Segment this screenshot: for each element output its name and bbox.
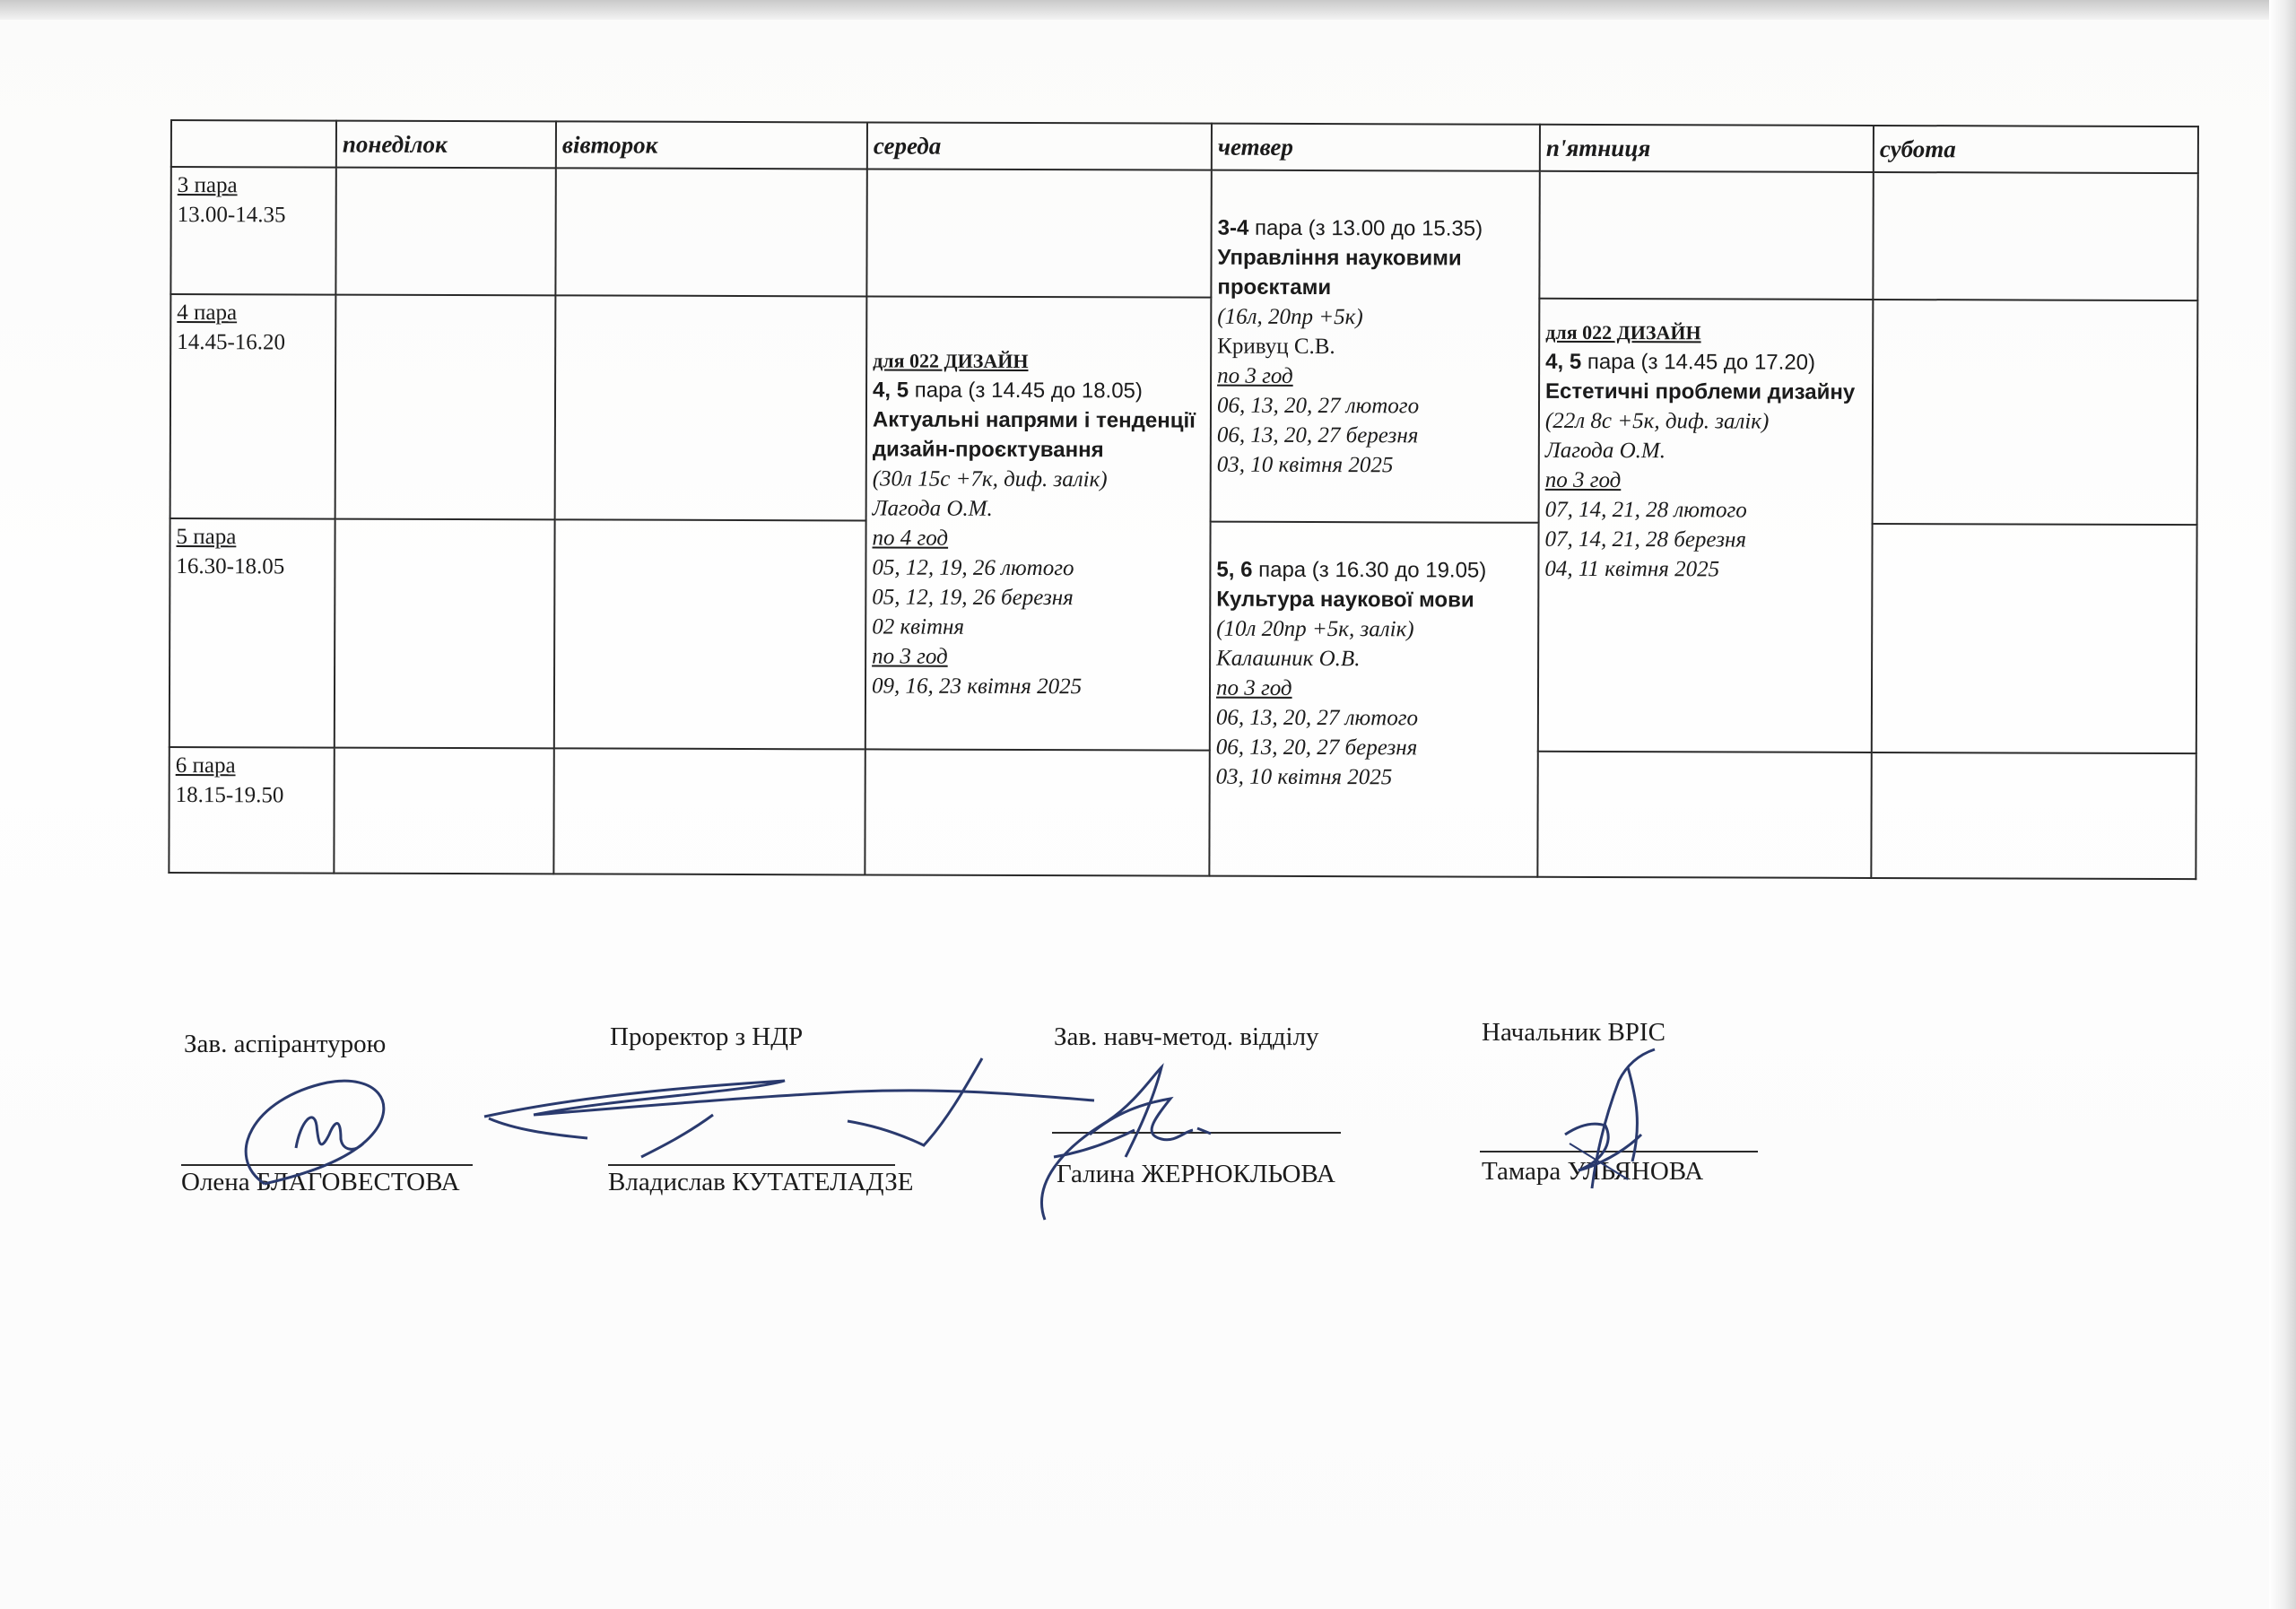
lesson-teacher: Лагода О.М.: [872, 495, 993, 521]
lesson-dates: 05, 12, 19, 26 лютого: [872, 554, 1074, 580]
slot-name: 4 пара: [177, 300, 238, 326]
lesson-dates: 03, 10 квітня 2025: [1216, 452, 1394, 477]
day-header-friday: п'ятниця: [1540, 125, 1874, 172]
day-header-thursday: четвер: [1212, 124, 1540, 171]
lesson-dates: 06, 13, 20, 27 березня: [1215, 735, 1418, 761]
signature-mark: [229, 1072, 408, 1197]
lesson-dates: 05, 12, 19, 26 березня: [872, 584, 1074, 610]
pair-number: 4, 5: [873, 377, 909, 403]
slot-time: 18.15-19.50: [175, 783, 284, 808]
lesson-dates: 06, 13, 20, 27 лютого: [1216, 393, 1420, 418]
signature-mark: [1027, 1049, 1260, 1229]
lesson-title: Актуальні напрями і тенденції дизайн-проєктування: [872, 406, 1196, 462]
lesson-group: для 022 ДИЗАЙН: [1545, 320, 1701, 344]
lesson-mode: по 4 год: [872, 525, 949, 551]
lesson-dates: 07, 14, 21, 28 березня: [1544, 526, 1747, 552]
lesson-group: для 022 ДИЗАЙН: [873, 348, 1029, 372]
day-header-tuesday: вівторок: [556, 121, 867, 169]
pair-number: 4, 5: [1545, 349, 1582, 374]
signature-mark: [1543, 1045, 1677, 1197]
day-header-monday: понеділок: [336, 121, 556, 169]
lesson-title: Естетичні проблеми дизайну: [1545, 378, 1856, 404]
signature-name: Олена БЛАГОВЕСТОВА: [181, 1168, 460, 1196]
lesson-hours: (10л 20пр +5к, залік): [1216, 616, 1414, 642]
signature-title: Проректор з НДР: [610, 1022, 804, 1051]
lesson-mode: по 3 год: [1544, 467, 1622, 493]
lesson-title: Управління науковими проєктами: [1217, 245, 1462, 300]
lesson-mode: по 3 год: [872, 643, 948, 669]
slot-time: 13.00-14.35: [177, 203, 286, 228]
lesson-dates: 04, 11 квітня 2025: [1544, 556, 1720, 582]
lesson-dates: 09, 16, 23 квітня 2025: [871, 673, 1083, 699]
slot-time: 14.45-16.20: [177, 330, 286, 355]
lesson-teacher: Лагода О.М.: [1544, 438, 1666, 464]
day-header-wednesday: середа: [867, 122, 1212, 170]
signature-title: Зав. навч-метод. відділу: [1054, 1022, 1319, 1051]
lesson-mode: по 3 год: [1217, 363, 1293, 388]
lesson-teacher: Кривуц С.В.: [1217, 334, 1335, 359]
lesson-dates: 02 квітня: [872, 613, 965, 639]
lesson-dates: 06, 13, 20, 27 лютого: [1215, 705, 1419, 731]
signature-name: Галина ЖЕРНОКЛЬОВА: [1057, 1160, 1335, 1188]
lesson-dates: 06, 13, 20, 27 березня: [1216, 422, 1419, 448]
lesson-dates: 03, 10 квітня 2025: [1215, 764, 1393, 790]
signature-title: Начальник ВРІС: [1482, 1018, 1665, 1047]
lesson-dates: 07, 14, 21, 28 лютого: [1544, 497, 1747, 523]
signature-mark: [480, 1045, 1099, 1170]
lesson-hours: (22л 8с +5к, диф. залік): [1544, 408, 1770, 434]
lesson-teacher: Калашник О.В.: [1216, 646, 1361, 672]
lesson-mode: по 3 год: [1215, 675, 1292, 700]
slot-name: 5 пара: [176, 525, 237, 550]
lesson-hours: (16л, 20пр +5к): [1217, 304, 1363, 329]
signature-name: Владислав КУТАТЕЛАДЗЕ: [608, 1168, 914, 1196]
pair-number: 5, 6: [1216, 557, 1253, 582]
pair-time: пара (з 13.00 до 15.35): [1248, 215, 1483, 241]
lesson-title: Культура наукової мови: [1216, 587, 1474, 613]
lesson-hours: (30л 15с +7к, диф. залік): [872, 465, 1108, 491]
signature-name: Тамара УЛЬЯНОВА: [1482, 1157, 1704, 1186]
pair-number: 3-4: [1217, 215, 1249, 240]
pair-time: пара (з 16.30 до 19.05): [1252, 557, 1487, 583]
slot-name: 6 пара: [175, 753, 236, 778]
day-header-saturday: субота: [1874, 126, 2198, 173]
signature-title: Зав. аспірантурою: [184, 1030, 387, 1058]
slot-name: 3 пара: [177, 173, 238, 198]
pair-time: пара (з 14.45 до 18.05): [909, 378, 1143, 403]
pair-time: пара (з 14.45 до 17.20): [1581, 349, 1816, 375]
slot-time: 16.30-18.05: [176, 554, 285, 579]
